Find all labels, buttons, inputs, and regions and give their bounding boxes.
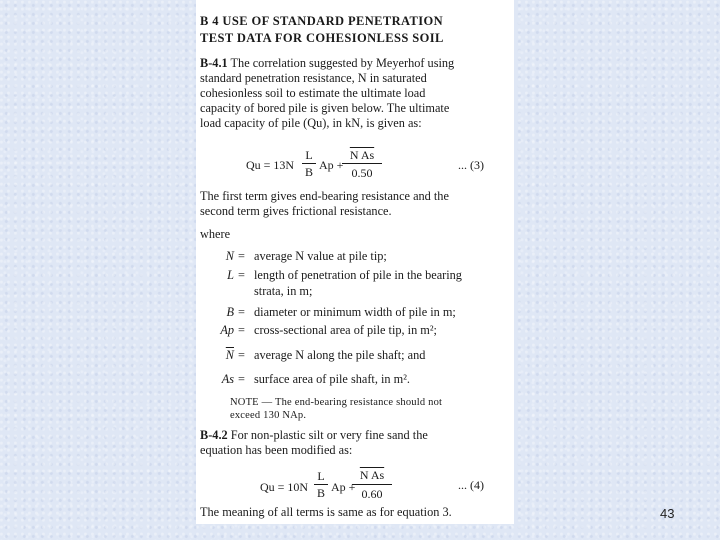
def-eq-1: = — [238, 249, 245, 263]
document-page — [196, 0, 514, 524]
eq3-frac1-bar — [302, 163, 316, 164]
def-text-nbar: average N along the pile shaft; and — [254, 348, 426, 362]
b41-text-1: The correlation suggested by Meyerhof using — [230, 56, 455, 70]
eq4-number: ... (4) — [458, 478, 484, 492]
b42-line-2: equation has been modified as: — [200, 443, 353, 457]
def-eq-3: = — [238, 305, 245, 319]
b42-line-1 — [200, 428, 428, 443]
eq4-frac1-num: L — [317, 469, 325, 483]
eq4-term1-tail: Ap + — [331, 480, 356, 494]
def-eq-6: = — [238, 372, 245, 386]
def-symbol-nbar: $\overline{N}$ — [225, 348, 234, 362]
def-text-l: length of penetration of pile in the bearing — [254, 268, 462, 282]
eq4-frac1-den: B — [316, 486, 325, 500]
def-symbol-l: L — [227, 268, 234, 282]
def-symbol-ap: Ap — [220, 323, 234, 337]
def-text-ap: cross-sectional area of pile tip, in m²; — [254, 323, 437, 337]
def-eq-5: = — [238, 348, 245, 362]
closing-line: The meaning of all terms is same as for equation 3. — [200, 505, 452, 519]
eq3-frac1-den: B — [304, 165, 313, 179]
def-text-as: surface area of pile shaft, in m². — [254, 372, 410, 386]
b41-label: B-4.1 — [200, 56, 228, 70]
eq3-term1-tail: Ap + — [319, 158, 344, 172]
def-symbol-b: B — [226, 305, 234, 319]
eq3-number: ... (3) — [458, 158, 484, 172]
section-heading-line2: TEST DATA FOR COHESIONLESS SOIL — [200, 31, 444, 45]
def-eq-4: = — [238, 323, 245, 337]
def-text-l-cont: strata, in m; — [254, 284, 313, 298]
def-symbol-as: As — [221, 372, 234, 386]
eq3-frac2-num: N As — [349, 148, 375, 162]
def-text-b: diameter or minimum width of pile in m; — [254, 305, 456, 319]
note-line-1: NOTE — The end-bearing resistance should not — [230, 397, 443, 408]
def-eq-2: = — [238, 268, 245, 282]
def-text-n: average N value at pile tip; — [254, 249, 387, 263]
b42-text-1: For non-plastic silt or very fine sand the — [230, 428, 428, 442]
eq3-frac2-den: 0.50 — [351, 166, 373, 180]
b41-line-1 — [200, 56, 454, 71]
eq3-lhs: Qu = 13N — [246, 158, 295, 172]
b41-line-5: load capacity of pile (Qu), in kN, is given as: — [200, 116, 422, 130]
eq4-frac2-bar — [352, 484, 392, 485]
b41-line-2: standard penetration resistance, N in saturated — [200, 71, 427, 85]
eq4-frac1-bar — [314, 484, 328, 485]
eq3-frac2-bar — [342, 163, 382, 164]
section-heading-line1: B 4 USE OF STANDARD PENETRATION — [200, 14, 444, 28]
where-label: where — [200, 227, 231, 241]
b42-label: B-4.2 — [200, 428, 228, 442]
b41-line-3: cohesionless soil to estimate the ultimate load — [200, 86, 426, 100]
explain-line-2: second term gives frictional resistance. — [200, 204, 392, 218]
explain-line-1: The first term gives end-bearing resistance and the — [200, 189, 449, 203]
b41-line-4: capacity of bored pile is given below. The ultimate — [200, 101, 450, 115]
note-line-2: exceed 130 NAp. — [230, 410, 307, 421]
eq3-frac1-num: L — [305, 148, 313, 162]
def-symbol-n: N — [225, 249, 234, 263]
eq4-lhs: Qu = 10N — [260, 480, 309, 494]
eq4-frac2-num: N As — [359, 468, 385, 482]
eq4-frac2-den: 0.60 — [361, 487, 383, 501]
slide-page-number: 43 — [660, 506, 675, 521]
